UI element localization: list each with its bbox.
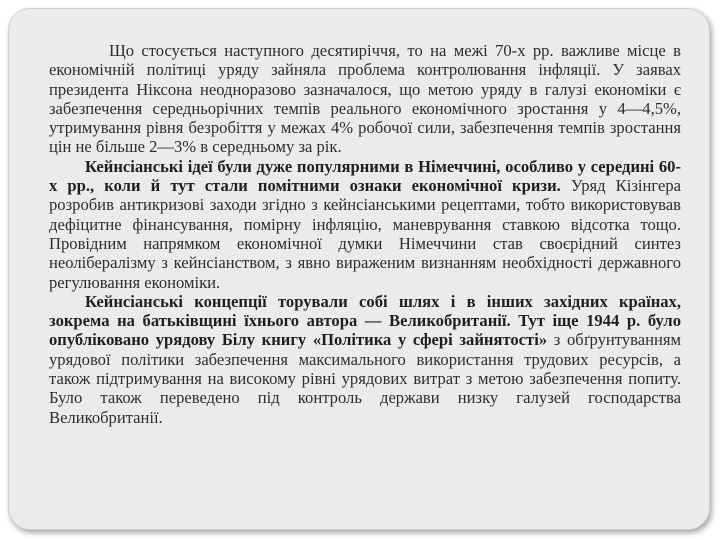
slide-text-body	[49, 41, 681, 427]
paragraph-nixon-inflation	[49, 41, 681, 157]
slide-frame	[8, 8, 710, 530]
paragraph-text: з обґрунтуванням урядової політики забезпечення максимального використання трудових ресурсів, а також підтримування на високому рівні урядових витрат з метою забезпечення попиту. Було також переведено під контроль держави низку галузей господарства Великобританії.	[49, 330, 681, 427]
paragraph-germany-keynesianism	[49, 157, 681, 292]
paragraph-text: Що стосується наступного десятиріччя, то на межі 70-х рр. важливе місце в економічній політиці уряду зайняла проблема контролювання інфляції. У заявах президента Ніксона неодноразово зазначалося, що метою уряду в галузі економіки є забезпечення середньорічних темпів реального економічного зростання у 4—4,5%, утримування рівня безробіття у межах 4% робочої сили, забезпечення темпів зростання цін не більше 2—3% в середньому за рік.	[49, 41, 681, 157]
paragraph-text: Уряд Кізінгера розробив антикризові заходи згідно з кейнсіанськими рецептами, тобто використовував дефіцитне фінансування, помірну інфляцію, маневрування ставкою відсотка тощо. Провідним напрямком економічної думки Німеччини став своєрідний синтез неолібералізму з кейнсіанством, з явно вираженим визнанням необхідності державного регулювання економіки.	[49, 176, 682, 292]
paragraph-bold-lead: Кейнсіанські концепції торували собі шлях і в інших західних країнах, зокрема на батьківщині їхнього автора — Великобританії. Тут іще 1944 р. було опубліковано урядову Білу книгу «Політика у сфері зайнятості»	[49, 291, 681, 350]
paragraph-britain-keynesianism	[49, 292, 681, 427]
paragraph-bold-lead: Кейнсіанські ідеї були дуже популярними в Німеччині, особливо у середині 60-х рр., коли й тут стали помітними ознаки економічної кризи.	[49, 156, 681, 196]
